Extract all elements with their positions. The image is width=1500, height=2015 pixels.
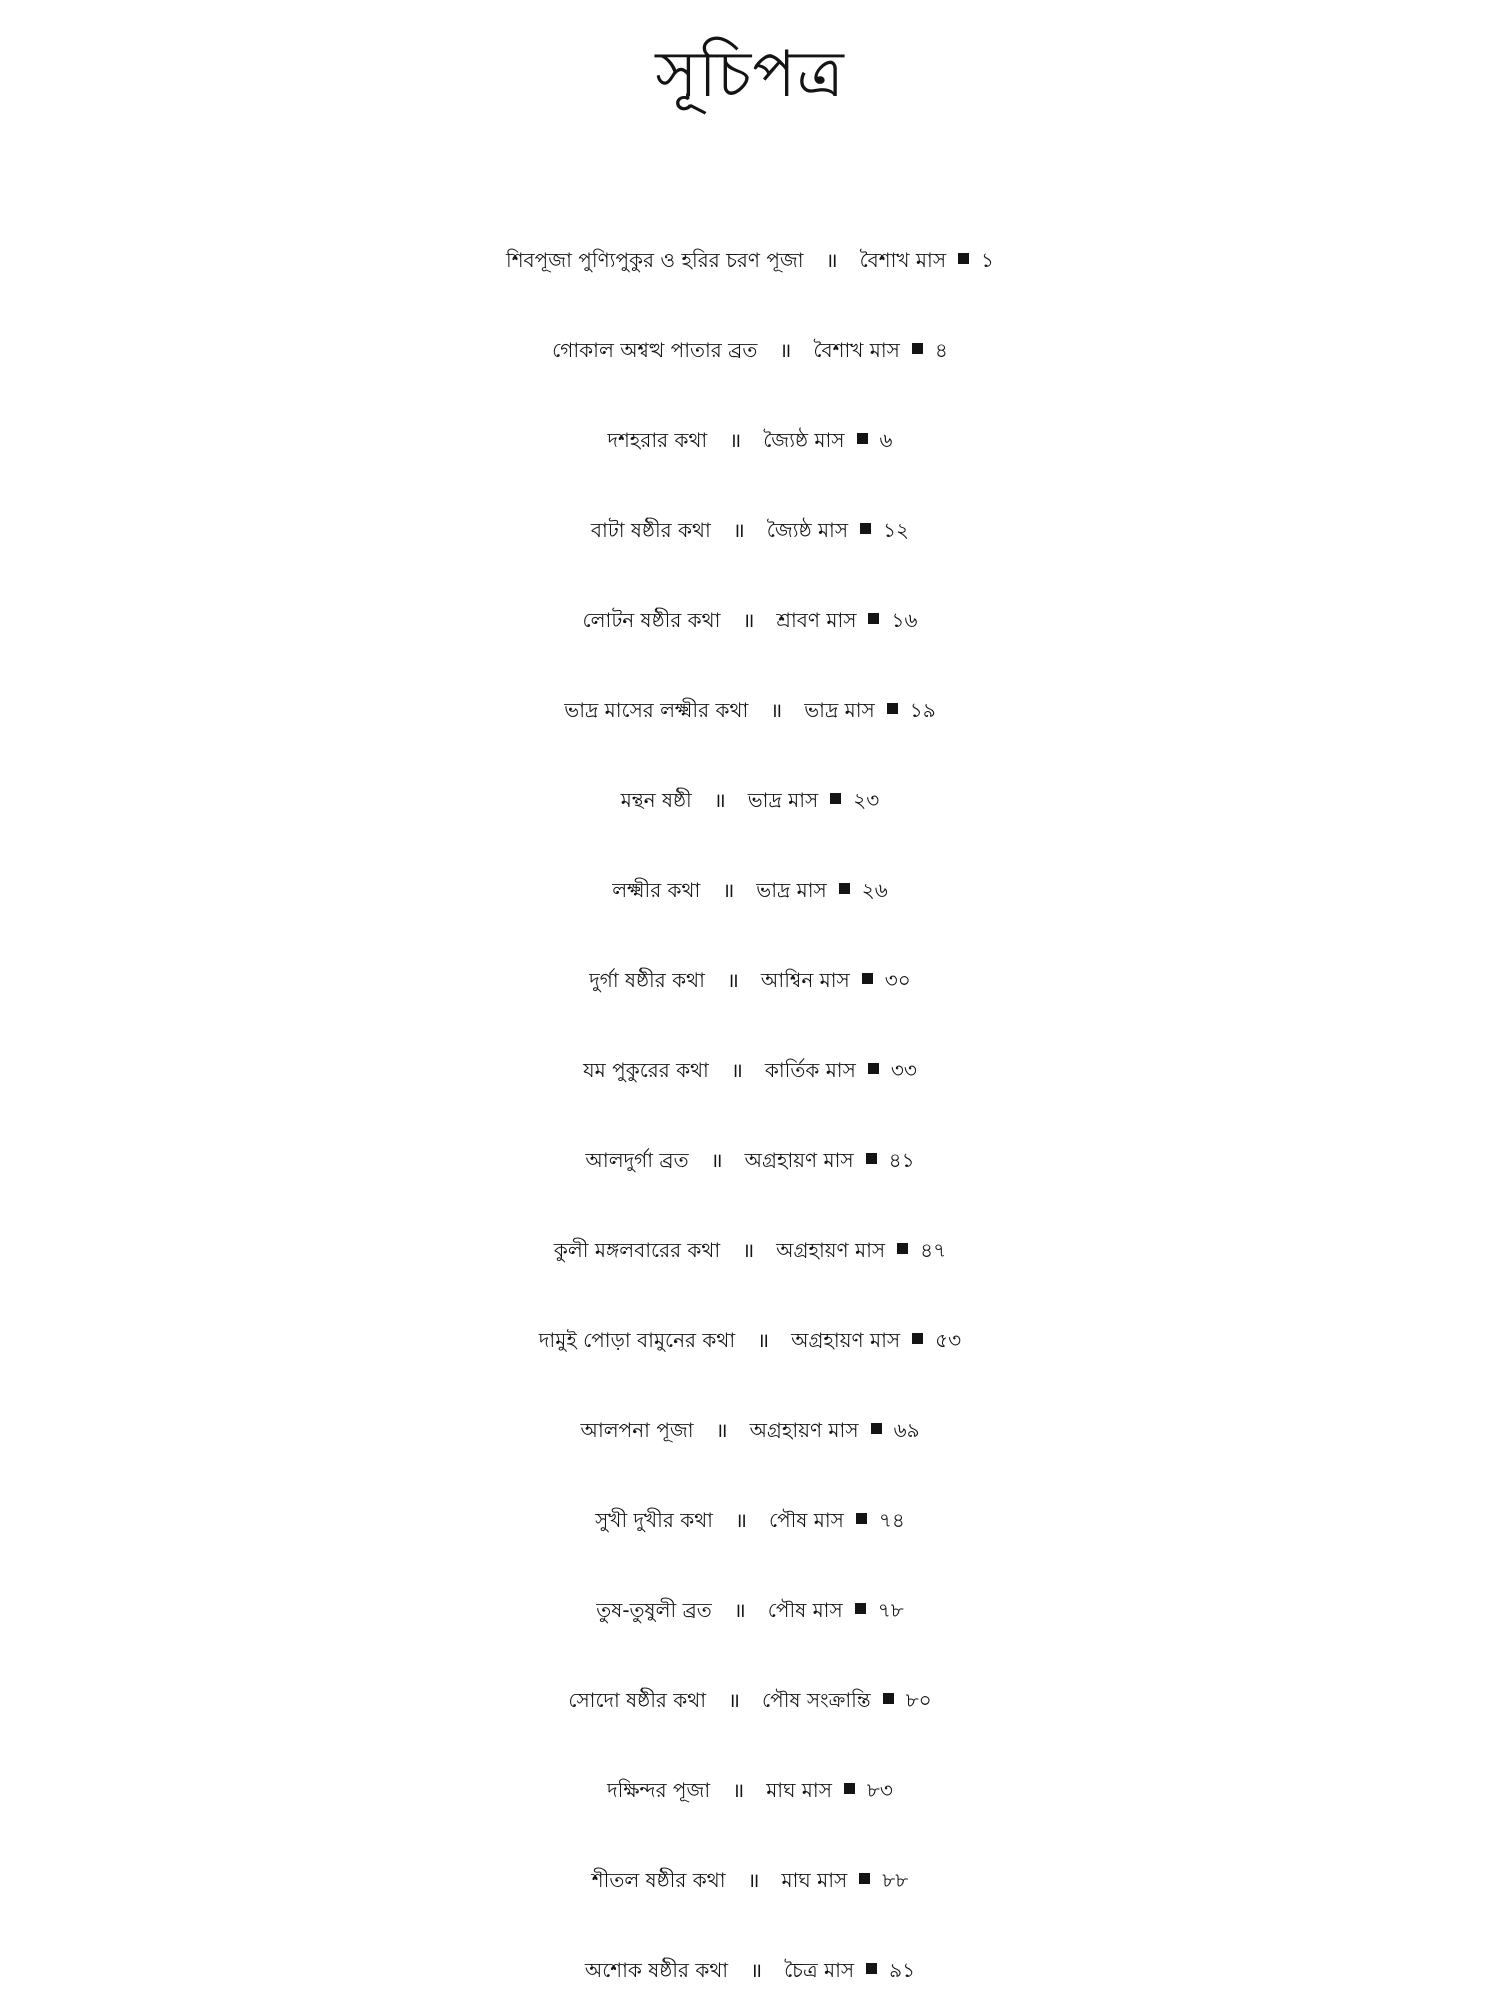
toc-entry <box>0 485 1500 575</box>
toc-entry <box>0 1835 1500 1925</box>
toc-entry-title: আলপনা পূজা <box>580 1418 694 1442</box>
toc-entry <box>0 1745 1500 1835</box>
toc-entry-title: আলদুর্গা ব্রত <box>585 1148 689 1172</box>
toc-entry-month: শ্রাবণ মাস <box>776 608 857 632</box>
table-of-contents <box>0 215 1500 2015</box>
square-bullet-icon <box>958 253 969 264</box>
toc-entry <box>0 1205 1500 1295</box>
toc-entry <box>0 1025 1500 1115</box>
square-bullet-icon <box>912 343 923 354</box>
toc-entry-month: অগ্রহায়ণ মাস <box>749 1418 859 1442</box>
toc-entry <box>0 1655 1500 1745</box>
toc-separator: ॥ <box>742 1238 755 1262</box>
toc-entry-title: মন্থন ষষ্ঠী <box>620 788 692 812</box>
toc-entry-title: দশহরার কথা <box>607 428 708 452</box>
toc-page-number: ৩০ <box>884 968 911 992</box>
toc-entry-month: পৌষ মাস <box>768 1508 844 1532</box>
toc-entry-month: ভাদ্র মাস <box>747 788 819 812</box>
toc-entry-month: জ্যৈষ্ঠ মাস <box>763 428 845 452</box>
toc-page-number: ৬ <box>879 428 893 452</box>
toc-entry <box>0 1295 1500 1385</box>
toc-separator: ॥ <box>715 1418 728 1442</box>
toc-separator: ॥ <box>825 248 838 272</box>
toc-page-number: ২৩ <box>853 788 880 812</box>
toc-entry-month: মাঘ মাস <box>781 1868 848 1892</box>
toc-entry-title: তুষ-তুষুলী ব্রত <box>596 1598 712 1622</box>
toc-entry-title: শীতল ষষ্ঠীর কথা <box>591 1868 726 1892</box>
toc-entry <box>0 1475 1500 1565</box>
toc-page-number: ১ <box>981 248 995 272</box>
toc-entry-month: ভাদ্র মাস <box>804 698 875 722</box>
toc-entry-month: ভাদ্র মাস <box>756 878 827 902</box>
square-bullet-icon <box>868 613 879 624</box>
page-title: সূচিপত্র <box>655 38 845 112</box>
toc-entry-month: মাঘ মাস <box>766 1778 832 1802</box>
toc-entry-month: জ্যৈষ্ঠ মাস <box>766 518 849 542</box>
toc-entry <box>0 305 1500 395</box>
square-bullet-icon <box>887 703 898 714</box>
toc-page-number: ৪১ <box>888 1148 915 1172</box>
toc-entry-title: দুর্গা ষষ্ঠীর কথা <box>589 968 705 992</box>
toc-entry-title: লক্ষ্মীর কথা <box>612 878 701 902</box>
toc-page-number: ৬৯ <box>893 1418 920 1442</box>
toc-page-number: ৭৪ <box>878 1508 905 1532</box>
toc-separator: ॥ <box>710 1148 723 1172</box>
square-bullet-icon <box>871 1423 882 1434</box>
toc-separator: ॥ <box>713 788 726 812</box>
toc-separator: ॥ <box>732 1778 745 1802</box>
toc-page-number: ৮৮ <box>882 1868 909 1892</box>
toc-entry <box>0 1115 1500 1205</box>
toc-page-number: ৮০ <box>905 1688 932 1712</box>
toc-separator: ॥ <box>729 428 742 452</box>
toc-page-number: ৭৮ <box>877 1598 904 1622</box>
toc-separator: ॥ <box>732 518 745 542</box>
toc-entry-title: সোদো ষষ্ঠীর কথা <box>568 1688 707 1712</box>
square-bullet-icon <box>866 1963 877 1974</box>
square-bullet-icon <box>866 1153 877 1164</box>
toc-separator: ॥ <box>728 1688 741 1712</box>
toc-page-number: ৯১ <box>889 1958 916 1982</box>
toc-entry-month: বৈশাখ মাস <box>859 248 947 272</box>
square-bullet-icon <box>859 1873 870 1884</box>
toc-entry-title: গোকাল অশ্বত্থ পাতার ব্রত <box>552 338 758 362</box>
square-bullet-icon <box>897 1243 908 1254</box>
toc-entry-month: কার্তিক মাস <box>764 1058 856 1082</box>
toc-entry-title: দামুই পোড়া বামুনের কথা <box>538 1328 736 1352</box>
toc-entry-month: বৈশাখ মাস <box>813 338 900 362</box>
toc-page-number: ১৯ <box>909 698 936 722</box>
toc-entry <box>0 845 1500 935</box>
square-bullet-icon <box>868 1063 879 1074</box>
toc-entry <box>0 935 1500 1025</box>
square-bullet-icon <box>862 973 873 984</box>
toc-entry-title: লোটন ষষ্ঠীর কথা <box>582 608 721 632</box>
toc-entry-title: কুলী মঙ্গলবারের কথা <box>553 1238 721 1262</box>
toc-entry <box>0 1385 1500 1475</box>
toc-entry-title: যম পুকুরের কথা <box>583 1058 709 1082</box>
toc-separator: ॥ <box>757 1328 770 1352</box>
toc-entry-title: দক্ষিন্দর পূজা <box>607 1778 711 1802</box>
toc-entry-month: অগ্রহায়ণ মাস <box>776 1238 886 1262</box>
toc-entry <box>0 395 1500 485</box>
toc-entry-title: সুখী দুখীর কথা <box>595 1508 713 1532</box>
toc-page-number: ৩৩ <box>890 1058 917 1082</box>
square-bullet-icon <box>830 793 841 804</box>
toc-separator: ॥ <box>733 1598 746 1622</box>
toc-entry-month: পৌষ মাস <box>767 1598 843 1622</box>
toc-separator: ॥ <box>750 1958 763 1982</box>
toc-entry-month: পৌষ সংক্রান্তি <box>762 1688 871 1712</box>
square-bullet-icon <box>839 883 850 894</box>
square-bullet-icon <box>856 1513 867 1524</box>
toc-entry-title: শিবপূজা পুণ্যিপুকুর ও হরির চরণ পূজা <box>505 248 804 272</box>
toc-page-number: ৪ <box>934 338 948 362</box>
toc-entry-title: অশোক ষষ্ঠীর কথা <box>584 1958 729 1982</box>
toc-entry-month: অগ্রহায়ণ মাস <box>744 1148 854 1172</box>
square-bullet-icon <box>883 1693 894 1704</box>
square-bullet-icon <box>855 1603 866 1614</box>
toc-entry-title: বাটা ষষ্ঠীর কথা <box>590 518 711 542</box>
square-bullet-icon <box>857 433 868 444</box>
toc-entry <box>0 1925 1500 2015</box>
toc-entry-month: আশ্বিন মাস <box>760 968 850 992</box>
toc-separator: ॥ <box>742 608 755 632</box>
toc-separator: ॥ <box>747 1868 760 1892</box>
square-bullet-icon <box>844 1783 855 1794</box>
toc-page-number: ২৬ <box>861 878 888 902</box>
toc-entry <box>0 755 1500 845</box>
toc-separator: ॥ <box>735 1508 747 1532</box>
toc-separator: ॥ <box>770 698 783 722</box>
square-bullet-icon <box>912 1333 923 1344</box>
toc-entry-month: অগ্রহায়ণ মাস <box>791 1328 901 1352</box>
square-bullet-icon <box>860 523 871 534</box>
toc-separator: ॥ <box>779 338 792 362</box>
toc-separator: ॥ <box>722 878 735 902</box>
toc-entry <box>0 665 1500 755</box>
toc-page-number: ৫৩ <box>935 1328 962 1352</box>
toc-entry <box>0 1565 1500 1655</box>
toc-page-number: ১২ <box>883 518 910 542</box>
toc-entry-month: চৈত্র মাস <box>784 1958 855 1982</box>
toc-entry <box>0 215 1500 305</box>
toc-page-number: ৪৭ <box>920 1238 947 1262</box>
toc-separator: ॥ <box>726 968 739 992</box>
toc-separator: ॥ <box>730 1058 743 1082</box>
toc-page-number: ১৬ <box>891 608 918 632</box>
toc-entry <box>0 575 1500 665</box>
toc-page-number: ৮৩ <box>866 1778 893 1802</box>
toc-entry-title: ভাদ্র মাসের লক্ষ্মীর কথা <box>564 698 749 722</box>
